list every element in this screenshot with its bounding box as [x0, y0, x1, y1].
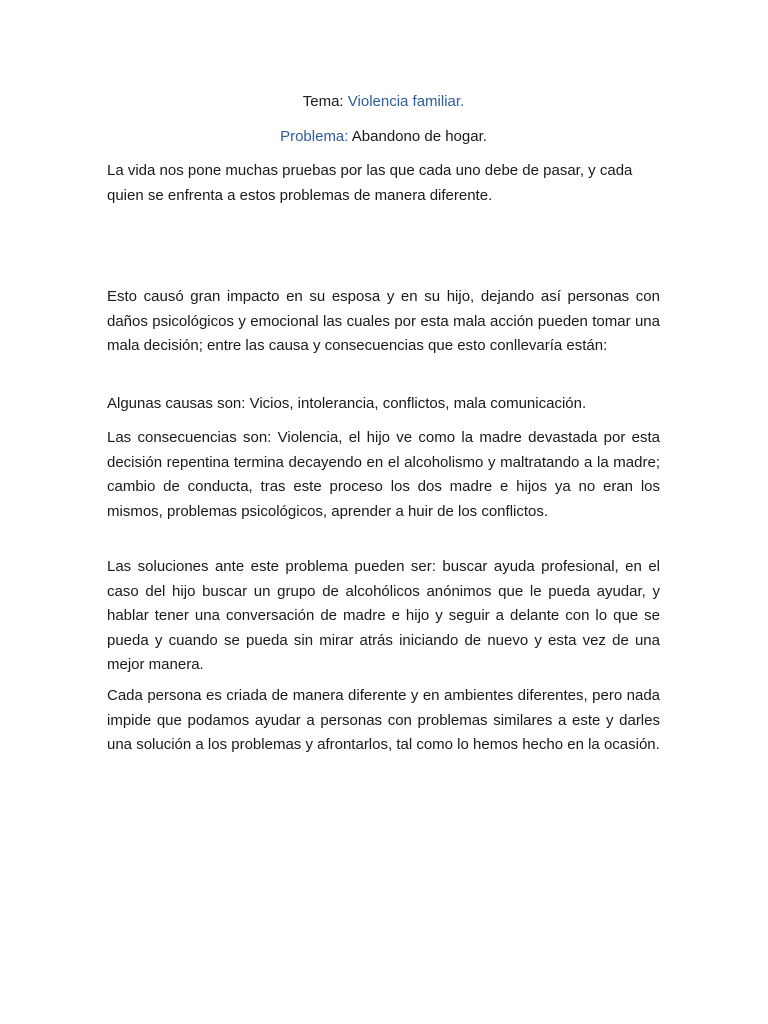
problema-label: Problema:	[280, 128, 349, 145]
tema-line	[107, 90, 660, 114]
paragraph-conclusion: Cada persona es criada de manera diferente y en ambientes diferentes, pero nada impide que podamos ayudar a personas con problemas similares a este y darles una solución a los problemas y afrontarlos, tal como lo hemos hecho en la ocasión.	[107, 687, 660, 753]
paragraph-causas: Algunas causas son: Vicios, intolerancia, conflictos, mala comunicación.	[107, 395, 587, 412]
paragraph-intro: La vida nos pone muchas pruebas por las que cada uno debe de pasar, y cada quien se enfrenta a estos problemas de manera diferente.	[107, 162, 633, 204]
paragraph-soluciones: Las soluciones ante este problema pueden ser: buscar ayuda profesional, en el caso del hijo buscar un grupo de alcohólicos anónimos que le pueda ayudar, y hablar tener una conversación de madre e hijo y seguir a delante con lo que se pueda y cuando se pueda sin mirar atrás iniciando de nuevo y esta vez de una mejor manera.	[107, 558, 660, 673]
tema-value: Violencia familiar.	[347, 93, 465, 110]
paragraph-consecuencias: Las consecuencias son: Violencia, el hijo ve como la madre devastada por esta decisión repentina termina decayendo en el alcoholismo y maltratando a la madre; cambio de conducta, tras este proceso los dos madre e hijos ya no eran los mismos, problemas psicológicos, aprender a huir de los conflictos.	[107, 429, 660, 520]
paragraph-impacto: Esto causó gran impacto en su esposa y en su hijo, dejando así personas con daños psicológicos y emocional las cuales por esta mala acción pueden tomar una mala decisión; entre las causa y consecuencias que esto conllevaría están:	[107, 288, 660, 354]
problema-value: Abandono de hogar.	[351, 128, 487, 145]
tema-label: Tema:	[302, 93, 344, 110]
problema-line	[107, 125, 660, 149]
